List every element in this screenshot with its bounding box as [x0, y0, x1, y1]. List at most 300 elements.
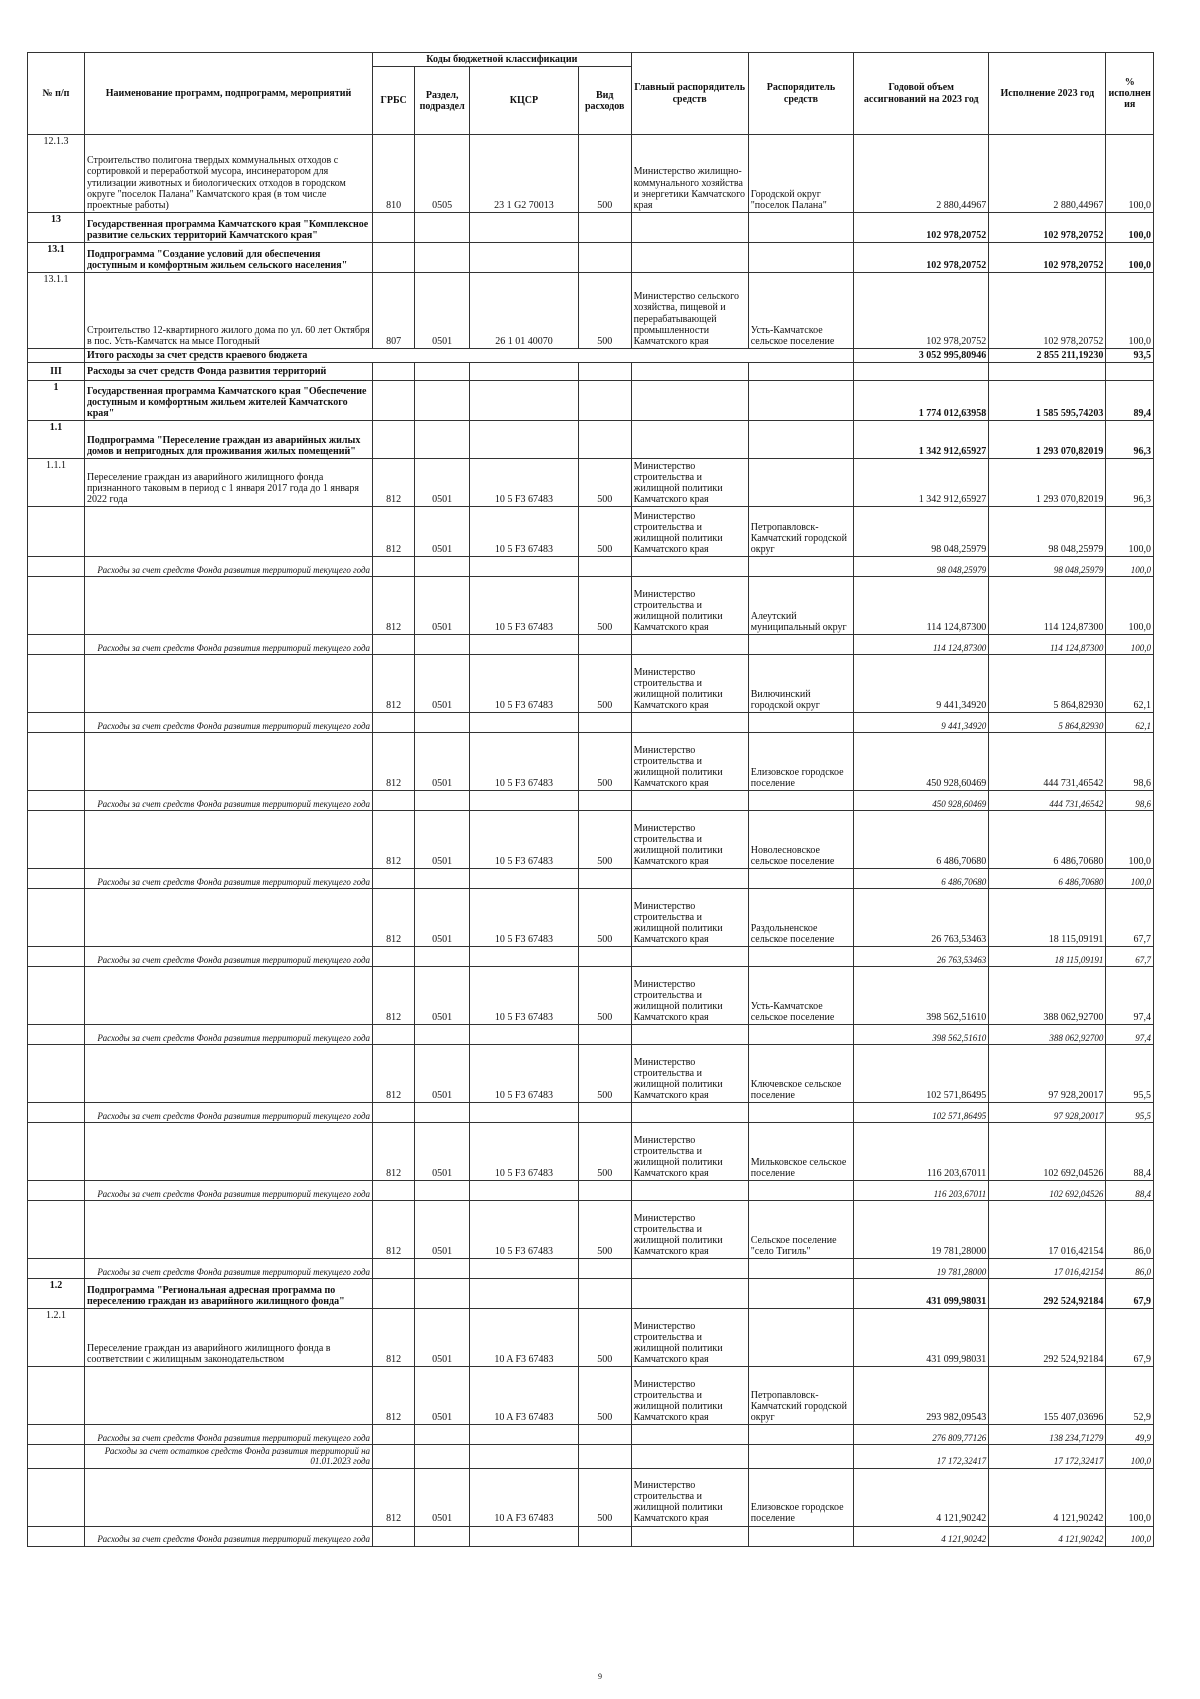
row-main-distributor: Министерство строительства и жилищной политики Камчатского края	[631, 1367, 748, 1425]
empty-cell	[415, 363, 470, 381]
table-row	[28, 577, 1154, 635]
row-percent: 98,6	[1106, 733, 1154, 791]
row-plan: 450 928,60469	[854, 733, 989, 791]
row-plan: 9 441,34920	[854, 655, 989, 713]
row-number	[28, 655, 85, 713]
row-razdel: 0501	[415, 1201, 470, 1259]
row-distributor: Раздольненское сельское поселение	[748, 889, 854, 947]
row-main-distributor: Министерство строительства и жилищной политики Камчатского края	[631, 1201, 748, 1259]
row-vid: 500	[578, 273, 631, 349]
row-razdel	[415, 1279, 470, 1309]
row-distributor: Новолесновское сельское поселение	[748, 811, 854, 869]
row-razdel: 0501	[415, 1045, 470, 1103]
row-distributor	[748, 1279, 854, 1309]
empty-cell	[470, 635, 579, 655]
row-subtotal-label: Расходы за счет средств Фонда развития территорий текущего года	[84, 557, 372, 577]
row-number	[28, 1367, 85, 1425]
row-plan: 102 978,20752	[854, 213, 989, 243]
row-percent: 95,5	[1106, 1103, 1154, 1123]
table-row	[28, 811, 1154, 869]
row-razdel: 0501	[415, 273, 470, 349]
row-razdel	[415, 381, 470, 421]
row-name: Переселение граждан из аварийного жилищного фонда признанного таковым в период с 1 января 2017 года до 1 января 2022 года	[84, 459, 372, 507]
row-main-distributor: Министерство строительства и жилищной политики Камчатского края	[631, 1045, 748, 1103]
row-percent: 100,0	[1106, 811, 1154, 869]
row-number: 1.1.1	[28, 459, 85, 507]
empty-cell	[373, 713, 415, 733]
row-plan: 431 099,98031	[854, 1279, 989, 1309]
row-percent: 86,0	[1106, 1201, 1154, 1259]
row-main-distributor	[631, 421, 748, 459]
table-row	[28, 135, 1154, 213]
row-grbs: 812	[373, 507, 415, 557]
row-main-distributor	[631, 243, 748, 273]
table-row	[28, 349, 1154, 363]
row-subtotal-label: Расходы за счет средств Фонда развития территорий текущего года	[84, 1103, 372, 1123]
empty-cell	[578, 635, 631, 655]
row-fact: 98 048,25979	[989, 507, 1106, 557]
row-grbs: 812	[373, 733, 415, 791]
row-grbs: 807	[373, 273, 415, 349]
empty-cell	[373, 635, 415, 655]
row-name: Подпрограмма "Региональная адресная программа по переселению граждан из аварийного жилищного фонда"	[84, 1279, 372, 1309]
row-plan: 431 099,98031	[854, 1309, 989, 1367]
empty-cell	[373, 1425, 415, 1445]
empty-cell	[748, 635, 854, 655]
row-fact: 2 880,44967	[989, 135, 1106, 213]
row-percent: 89,4	[1106, 381, 1154, 421]
row-grbs: 812	[373, 655, 415, 713]
row-kcsr: 10 A F3 67483	[470, 1367, 579, 1425]
row-name	[84, 1201, 372, 1259]
empty-cell	[631, 869, 748, 889]
row-plan: 114 124,87300	[854, 577, 989, 635]
table-row	[28, 1045, 1154, 1103]
row-main-distributor	[631, 381, 748, 421]
header-kcsr: КЦСР	[470, 67, 579, 135]
row-number	[28, 1425, 85, 1445]
row-number	[28, 947, 85, 967]
row-subtotal-label: Расходы за счет средств Фонда развития территорий текущего года	[84, 635, 372, 655]
header-plan: Годовой объем ассигнований на 2023 год	[854, 53, 989, 135]
row-plan: 9 441,34920	[854, 713, 989, 733]
row-plan: 293 982,09543	[854, 1367, 989, 1425]
row-grbs	[373, 1279, 415, 1309]
row-fact: 18 115,09191	[989, 889, 1106, 947]
row-grbs: 812	[373, 1045, 415, 1103]
row-kcsr: 10 5 F3 67483	[470, 811, 579, 869]
empty-cell	[578, 1103, 631, 1123]
row-percent: 97,4	[1106, 967, 1154, 1025]
page-number: 9	[598, 1672, 602, 1681]
table-row	[28, 381, 1154, 421]
row-distributor	[748, 381, 854, 421]
row-vid: 500	[578, 1201, 631, 1259]
table-row	[28, 1103, 1154, 1123]
table-row	[28, 635, 1154, 655]
row-number	[28, 1259, 85, 1279]
row-plan: 398 562,51610	[854, 1025, 989, 1045]
row-subtotal-label: Расходы за счет средств Фонда развития территорий текущего года	[84, 713, 372, 733]
row-main-distributor: Министерство сельского хозяйства, пищевой и перерабатывающей промышленности Камчатского края	[631, 273, 748, 349]
empty-cell	[415, 1181, 470, 1201]
empty-cell	[989, 363, 1106, 381]
row-vid	[578, 421, 631, 459]
row-number	[28, 349, 85, 363]
header-rasp: Распорядитель средств	[748, 53, 854, 135]
empty-cell	[1106, 363, 1154, 381]
row-subtotal-label: Расходы за счет средств Фонда развития территорий текущего года	[84, 1425, 372, 1445]
row-number: 1.2	[28, 1279, 85, 1309]
row-distributor: Усть-Камчатское сельское поселение	[748, 273, 854, 349]
row-fact: 18 115,09191	[989, 947, 1106, 967]
row-kcsr: 10 A F3 67483	[470, 1309, 579, 1367]
row-number	[28, 635, 85, 655]
empty-cell	[748, 1259, 854, 1279]
row-percent: 100,0	[1106, 273, 1154, 349]
row-vid: 500	[578, 1045, 631, 1103]
row-fact: 102 978,20752	[989, 243, 1106, 273]
empty-cell	[748, 1103, 854, 1123]
row-fact: 114 124,87300	[989, 635, 1106, 655]
row-fact: 1 293 070,82019	[989, 459, 1106, 507]
table-row	[28, 363, 1154, 381]
table-row	[28, 1309, 1154, 1367]
empty-cell	[373, 1445, 415, 1468]
row-number	[28, 889, 85, 947]
empty-cell	[748, 869, 854, 889]
empty-cell	[373, 363, 415, 381]
empty-cell	[470, 1103, 579, 1123]
row-fact: 6 486,70680	[989, 811, 1106, 869]
row-vid: 500	[578, 507, 631, 557]
row-fact: 444 731,46542	[989, 733, 1106, 791]
header-main: Главный распорядитель средств	[631, 53, 748, 135]
row-subtotal-label: Расходы за счет средств Фонда развития территорий текущего года	[84, 1259, 372, 1279]
row-distributor	[748, 1309, 854, 1367]
row-plan: 398 562,51610	[854, 967, 989, 1025]
row-main-distributor: Министерство строительства и жилищной политики Камчатского края	[631, 655, 748, 713]
row-subtotal-label: Расходы за счет средств Фонда развития территорий текущего года	[84, 1025, 372, 1045]
table-row	[28, 1445, 1154, 1468]
row-distributor: Елизовское городское поселение	[748, 733, 854, 791]
row-plan: 1 342 912,65927	[854, 421, 989, 459]
row-main-distributor: Министерство строительства и жилищной политики Камчатского края	[631, 459, 748, 507]
row-number	[28, 1025, 85, 1045]
row-number	[28, 1526, 85, 1546]
row-main-distributor: Министерство строительства и жилищной политики Камчатского края	[631, 1309, 748, 1367]
row-distributor: Петропавловск-Камчатский городской округ	[748, 507, 854, 557]
row-grbs: 812	[373, 1367, 415, 1425]
row-razdel: 0501	[415, 655, 470, 713]
row-plan: 17 172,32417	[854, 1445, 989, 1468]
row-vid	[578, 381, 631, 421]
row-subtotal-label: Расходы за счет остатков средств Фонда развития территорий на 01.01.2023 года	[84, 1445, 372, 1468]
table-row	[28, 1181, 1154, 1201]
empty-cell	[415, 1259, 470, 1279]
row-razdel: 0501	[415, 459, 470, 507]
empty-cell	[415, 713, 470, 733]
row-grbs: 812	[373, 811, 415, 869]
empty-cell	[631, 1259, 748, 1279]
empty-cell	[578, 791, 631, 811]
row-kcsr: 26 1 01 40070	[470, 273, 579, 349]
row-fact: 5 864,82930	[989, 655, 1106, 713]
empty-cell	[631, 635, 748, 655]
row-percent: 62,1	[1106, 655, 1154, 713]
row-distributor	[748, 243, 854, 273]
row-subtotal-label: Расходы за счет средств Фонда развития территорий текущего года	[84, 791, 372, 811]
table-row	[28, 1259, 1154, 1279]
row-plan: 276 809,77126	[854, 1425, 989, 1445]
row-plan: 98 048,25979	[854, 507, 989, 557]
row-distributor	[748, 459, 854, 507]
row-distributor: Усть-Камчатское сельское поселение	[748, 967, 854, 1025]
row-razdel	[415, 243, 470, 273]
row-name	[84, 577, 372, 635]
row-name	[84, 733, 372, 791]
row-name	[84, 1367, 372, 1425]
row-kcsr	[470, 243, 579, 273]
budget-execution-table	[27, 52, 1154, 1547]
row-percent: 100,0	[1106, 213, 1154, 243]
row-percent: 86,0	[1106, 1259, 1154, 1279]
empty-cell	[415, 557, 470, 577]
row-vid	[578, 1279, 631, 1309]
row-plan: 102 978,20752	[854, 243, 989, 273]
row-main-distributor: Министерство строительства и жилищной политики Камчатского края	[631, 967, 748, 1025]
row-subtotal-label: Расходы за счет средств Фонда развития территорий текущего года	[84, 1526, 372, 1546]
empty-cell	[578, 1025, 631, 1045]
empty-cell	[470, 1445, 579, 1468]
row-kcsr: 10 5 F3 67483	[470, 507, 579, 557]
row-fact: 138 234,71279	[989, 1425, 1106, 1445]
empty-cell	[373, 947, 415, 967]
header-grbs: ГРБС	[373, 67, 415, 135]
table-row	[28, 733, 1154, 791]
row-percent: 49,9	[1106, 1425, 1154, 1445]
row-percent: 67,7	[1106, 947, 1154, 967]
row-kcsr: 10 5 F3 67483	[470, 577, 579, 635]
row-subtotal-label: Расходы за счет средств Фонда развития территорий текущего года	[84, 1181, 372, 1201]
row-fact: 4 121,90242	[989, 1468, 1106, 1526]
table-row	[28, 421, 1154, 459]
row-razdel	[415, 213, 470, 243]
table-row	[28, 459, 1154, 507]
row-plan: 116 203,67011	[854, 1123, 989, 1181]
row-main-distributor: Министерство строительства и жилищной политики Камчатского края	[631, 889, 748, 947]
row-number: 13	[28, 213, 85, 243]
empty-cell	[415, 791, 470, 811]
row-number: 12.1.3	[28, 135, 85, 213]
row-percent: 62,1	[1106, 713, 1154, 733]
row-plan: 3 052 995,80946	[854, 349, 989, 363]
row-percent: 100,0	[1106, 557, 1154, 577]
row-fact: 102 692,04526	[989, 1123, 1106, 1181]
empty-cell	[631, 791, 748, 811]
row-number	[28, 1201, 85, 1259]
empty-cell	[470, 1259, 579, 1279]
row-percent: 100,0	[1106, 1526, 1154, 1546]
table-row	[28, 243, 1154, 273]
row-main-distributor: Министерство строительства и жилищной политики Камчатского края	[631, 1123, 748, 1181]
empty-cell	[578, 557, 631, 577]
row-main-distributor: Министерство жилищно-коммунального хозяйства и энергетики Камчатского края	[631, 135, 748, 213]
row-kcsr: 10 5 F3 67483	[470, 967, 579, 1025]
row-name: Расходы за счет средств Фонда развития территорий	[84, 363, 372, 381]
row-percent: 95,5	[1106, 1045, 1154, 1103]
row-percent: 100,0	[1106, 1445, 1154, 1468]
empty-cell	[748, 363, 854, 381]
empty-cell	[631, 1526, 748, 1546]
empty-cell	[373, 557, 415, 577]
row-percent: 97,4	[1106, 1025, 1154, 1045]
row-distributor	[748, 213, 854, 243]
row-fact: 388 062,92700	[989, 967, 1106, 1025]
table-row	[28, 1279, 1154, 1309]
row-name: Итого расходы за счет средств краевого бюджета	[84, 349, 853, 363]
empty-cell	[748, 1181, 854, 1201]
row-grbs: 812	[373, 889, 415, 947]
row-fact: 5 864,82930	[989, 713, 1106, 733]
header-codes-group: Коды бюджетной классификации	[373, 53, 632, 67]
row-grbs	[373, 381, 415, 421]
row-razdel: 0501	[415, 889, 470, 947]
row-percent: 88,4	[1106, 1123, 1154, 1181]
header-vid: Вид расходов	[578, 67, 631, 135]
row-fact: 292 524,92184	[989, 1279, 1106, 1309]
row-distributor: Мильковское сельское поселение	[748, 1123, 854, 1181]
row-name: Подпрограмма "Переселение граждан из аварийных жилых домов и непригодных для проживания жилых помещений"	[84, 421, 372, 459]
table-row	[28, 869, 1154, 889]
row-razdel: 0501	[415, 1468, 470, 1526]
row-name	[84, 507, 372, 557]
row-number	[28, 557, 85, 577]
table-row	[28, 655, 1154, 713]
row-name: Строительство 12-квартирного жилого дома по ул. 60 лет Октября в пос. Усть-Камчатск на мысе Погодный	[84, 273, 372, 349]
row-plan: 6 486,70680	[854, 869, 989, 889]
row-percent: 98,6	[1106, 791, 1154, 811]
row-name: Переселение граждан из аварийного жилищного фонда в соответствии с жилищным законодательством	[84, 1309, 372, 1367]
row-number	[28, 507, 85, 557]
row-fact: 17 016,42154	[989, 1259, 1106, 1279]
row-number	[28, 1103, 85, 1123]
row-kcsr	[470, 1279, 579, 1309]
row-number	[28, 1123, 85, 1181]
row-razdel: 0501	[415, 577, 470, 635]
empty-cell	[631, 1425, 748, 1445]
row-number	[28, 1445, 85, 1468]
row-razdel: 0501	[415, 1123, 470, 1181]
empty-cell	[631, 1103, 748, 1123]
row-distributor: Сельское поселение "село Тигиль"	[748, 1201, 854, 1259]
row-razdel: 0501	[415, 1367, 470, 1425]
row-razdel	[415, 421, 470, 459]
table-row	[28, 1468, 1154, 1526]
row-number	[28, 1045, 85, 1103]
row-name	[84, 967, 372, 1025]
table-row	[28, 791, 1154, 811]
row-vid: 500	[578, 577, 631, 635]
row-name	[84, 1045, 372, 1103]
header-num: № п/п	[28, 53, 85, 135]
empty-cell	[748, 947, 854, 967]
row-percent: 100,0	[1106, 135, 1154, 213]
row-vid: 500	[578, 459, 631, 507]
row-kcsr	[470, 381, 579, 421]
empty-cell	[415, 635, 470, 655]
row-percent: 100,0	[1106, 869, 1154, 889]
row-plan: 1 342 912,65927	[854, 459, 989, 507]
row-fact: 17 172,32417	[989, 1445, 1106, 1468]
empty-cell	[578, 1425, 631, 1445]
row-distributor: Петропавловск-Камчатский городской округ	[748, 1367, 854, 1425]
row-plan: 98 048,25979	[854, 557, 989, 577]
table-row	[28, 1425, 1154, 1445]
table-row	[28, 1367, 1154, 1425]
row-distributor: Ключевское сельское поселение	[748, 1045, 854, 1103]
row-plan: 19 781,28000	[854, 1201, 989, 1259]
row-name	[84, 1468, 372, 1526]
empty-cell	[415, 1103, 470, 1123]
row-percent: 93,5	[1106, 349, 1154, 363]
row-plan: 4 121,90242	[854, 1468, 989, 1526]
row-percent: 96,3	[1106, 421, 1154, 459]
row-main-distributor: Министерство строительства и жилищной политики Камчатского края	[631, 577, 748, 635]
row-number	[28, 791, 85, 811]
empty-cell	[415, 1526, 470, 1546]
row-number	[28, 733, 85, 791]
empty-cell	[470, 791, 579, 811]
row-name: Государственная программа Камчатского края "Обеспечение доступным и комфортным жильем жителей Камчатского края"	[84, 381, 372, 421]
row-vid: 500	[578, 1123, 631, 1181]
empty-cell	[470, 1025, 579, 1045]
row-plan: 116 203,67011	[854, 1181, 989, 1201]
empty-cell	[470, 1425, 579, 1445]
row-main-distributor	[631, 1279, 748, 1309]
row-number: 1	[28, 381, 85, 421]
row-kcsr: 10 A F3 67483	[470, 1468, 579, 1526]
row-grbs: 812	[373, 967, 415, 1025]
row-number: 1.1	[28, 421, 85, 459]
empty-cell	[578, 1181, 631, 1201]
row-razdel: 0501	[415, 733, 470, 791]
row-number	[28, 869, 85, 889]
empty-cell	[373, 791, 415, 811]
row-fact: 17 016,42154	[989, 1201, 1106, 1259]
row-razdel: 0501	[415, 1309, 470, 1367]
row-number	[28, 967, 85, 1025]
row-plan: 26 763,53463	[854, 889, 989, 947]
table-row	[28, 1201, 1154, 1259]
row-percent: 52,9	[1106, 1367, 1154, 1425]
empty-cell	[578, 1445, 631, 1468]
row-distributor: Городской округ "поселок Палана"	[748, 135, 854, 213]
empty-cell	[470, 947, 579, 967]
row-number: 13.1	[28, 243, 85, 273]
empty-cell	[578, 869, 631, 889]
empty-cell	[470, 1526, 579, 1546]
row-distributor: Вилючинский городской округ	[748, 655, 854, 713]
row-name	[84, 811, 372, 869]
row-vid: 500	[578, 733, 631, 791]
row-fact: 444 731,46542	[989, 791, 1106, 811]
row-name: Подпрограмма "Создание условий для обеспечения доступным и комфортным жильем сельского населения"	[84, 243, 372, 273]
row-plan: 102 571,86495	[854, 1103, 989, 1123]
row-kcsr	[470, 421, 579, 459]
row-kcsr: 10 5 F3 67483	[470, 1201, 579, 1259]
empty-cell	[470, 713, 579, 733]
